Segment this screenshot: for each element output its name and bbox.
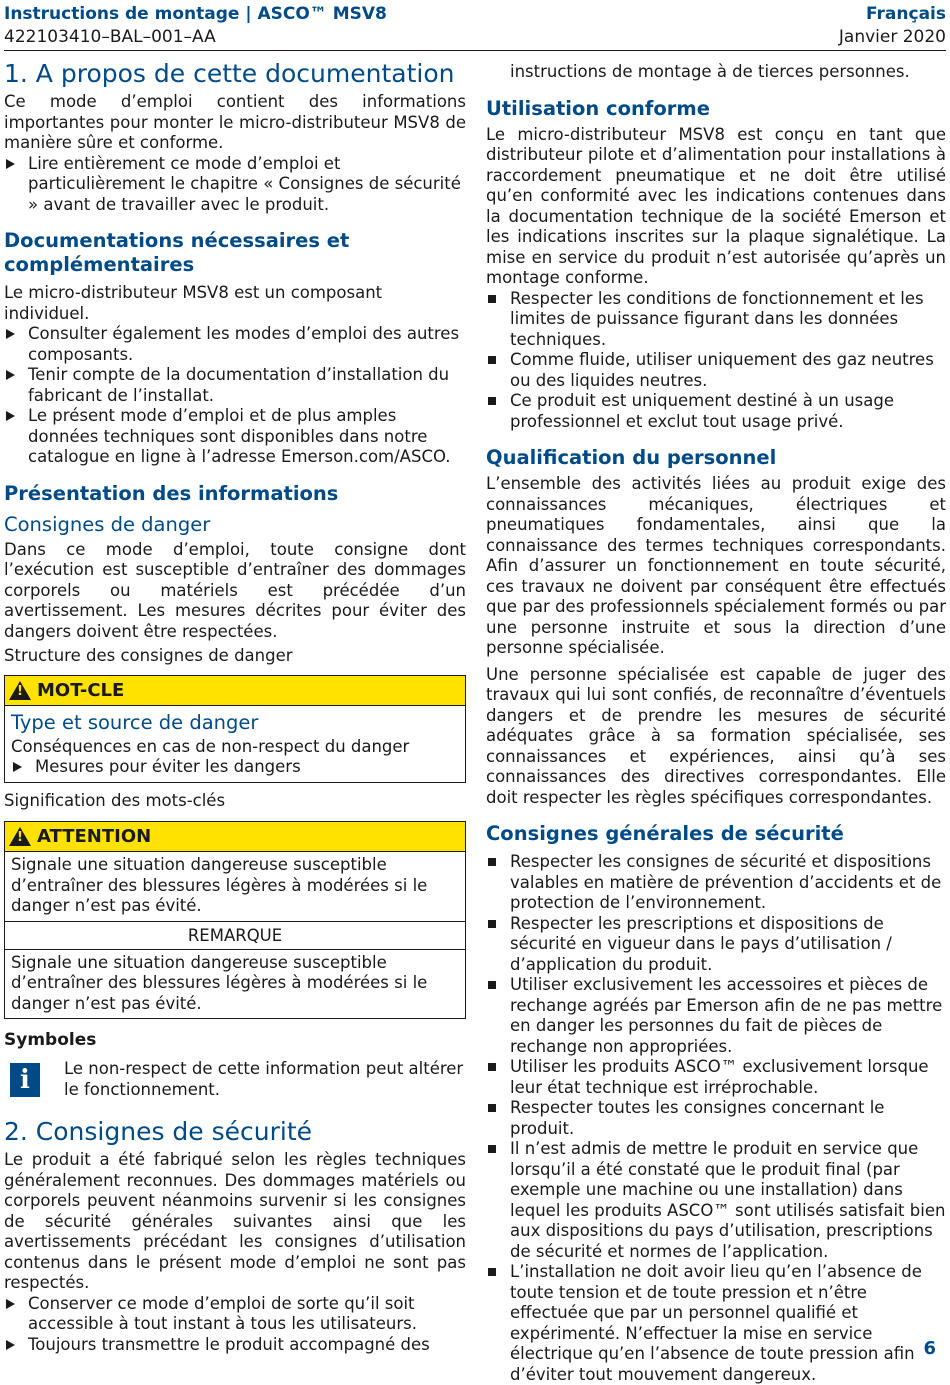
info-symbol-row bbox=[4, 1059, 466, 1100]
general-safety-bullets bbox=[486, 852, 946, 1385]
page-header bbox=[4, 2, 946, 51]
general-safety-title: Consignes générales de sécurité bbox=[486, 822, 844, 845]
keyword-box-body bbox=[5, 706, 465, 782]
right-column bbox=[486, 62, 946, 1385]
info-text: Le non-respect de cette information peut altérer le fonctionnement. bbox=[64, 1059, 464, 1099]
attention-box-header bbox=[5, 822, 465, 852]
danger-type-label: Type et source de danger bbox=[11, 710, 259, 734]
attention-text: Signale une situation dangereuse susceptible d’entraîner des blessures légères à modérées si le danger n’est pas évité. bbox=[11, 855, 428, 915]
list-item: Conserver ce mode d’emploi de sorte qu’il soit accessible à tout instant à tous les utilisateurs. bbox=[4, 1294, 466, 1335]
list-item: Utiliser les produits ASCO™ exclusivement lorsque leur état technique est irréprochable. bbox=[486, 1057, 946, 1098]
warning-triangle-icon bbox=[9, 827, 31, 846]
list-item: Consulter également les modes d’emploi des autres composants. bbox=[4, 324, 466, 365]
list-item: Il n’est admis de mettre le produit en service que lorsqu’il a été constaté que le produit final (par exemple une machine ou une installation) dans lequel les produits ASCO™ sont utilisés satisfait bien aux dispositions du pays d’utilisation, prescriptions de sécurité et normes de l’application. bbox=[486, 1139, 946, 1262]
qualification-text-1: L’ensemble des activités liées au produit exige des connaissances mécaniques, électriques et pneumatiques fondamentales, ainsi que la connaissance des termes techniques correspondants. Afin d’assurer un fonctionnement en toute sécurité, ces travaux ne doivent par conséquent être effectués que par des professionnels spécialement formés ou par une personne instruite et sous la direction d’une personne spécialisée. bbox=[486, 474, 946, 657]
header-title: Instructions de montage | ASCO™ MSV8 bbox=[4, 4, 387, 24]
section-2-bullets bbox=[4, 1294, 466, 1356]
list-item: Comme fluide, utiliser uniquement des gaz neutres ou des liquides neutres. bbox=[486, 350, 946, 391]
doc-section-title: Documentations nécessaires et complémentaires bbox=[4, 229, 350, 276]
list-item: Lire entièrement ce mode d’emploi et particulièrement le chapitre « Consignes de sécurité » avant de travailler avec le produit. bbox=[4, 154, 466, 216]
symbols-title: Symboles bbox=[4, 1030, 97, 1050]
qualification-title: Qualification du personnel bbox=[486, 446, 777, 469]
remarque-text: Signale une situation dangereuse susceptible d’entraîner des blessures légères à modérées si le danger n’est pas évité. bbox=[11, 952, 428, 1013]
list-item: Respecter les consignes de sécurité et dispositions valables en matière de prévention d’accidents et de protection de l’environnement. bbox=[486, 852, 946, 914]
list-item: Ce produit est uniquement destiné à un usage professionnel et exclut tout usage privé. bbox=[486, 391, 946, 432]
doc-section-bullets bbox=[4, 324, 466, 468]
info-icon: i bbox=[10, 1063, 40, 1097]
header-document-code: 422103410–BAL–001–AA bbox=[4, 27, 216, 47]
list-item: Respecter les prescriptions et dispositions de sécurité en vigueur dans le pays d’utilisation / d’application du produit. bbox=[486, 914, 946, 976]
left-column bbox=[4, 58, 466, 1355]
list-item: Toujours transmettre le produit accompagné des bbox=[4, 1335, 466, 1356]
qualification-text-2: Une personne spécialisée est capable de juger des travaux qui lui sont confiés, de reconnaître d’éventuels dangers et de prendre les mesures de sécurité adéquates grâce à sa formation spécialisée, ses connaissances et expériences, ainsi qu’à ses connaissances des directives correspondantes. Elle doit respecter les règles spécifiques correspondantes. bbox=[486, 664, 946, 807]
attention-box-body bbox=[5, 852, 465, 921]
remarque-label: REMARQUE bbox=[5, 921, 465, 950]
header-language: Français bbox=[866, 4, 946, 24]
continued-text: instructions de montage à de tierces personnes. bbox=[510, 62, 910, 81]
measures-list bbox=[11, 757, 459, 778]
usage-text: Le micro-distributeur MSV8 est conçu en tant que distributeur pilote et d’alimentation pour installations à raccordement pneumatique et ne doit être utilisé qu’en conformité avec les indications contenues dans la documentation technique de la société Emerson et les indications inscrites sur la plaque signalétique. La mise en service du produit n’est autorisée qu’après un montage conforme. bbox=[486, 124, 946, 287]
keyword-label: MOT-CLE bbox=[37, 679, 125, 701]
list-item: Mesures pour éviter les dangers bbox=[11, 757, 459, 778]
page-number: 6 bbox=[923, 1338, 936, 1359]
section-2-title: 2. Consignes de sécurité bbox=[4, 1117, 313, 1146]
consequence-text: Conséquences en cas de non-respect du danger bbox=[11, 736, 410, 756]
remarque-box-body bbox=[5, 950, 465, 1019]
list-item: L’installation ne doit avoir lieu qu’en l’absence de toute tension et de toute pression et n’être effectuée que par un personnel qualifié et expérimenté. N’effectuer la mise en service électrique qu’en l’absence de toute pression afin d’éviter tout mouvement dangereux. bbox=[486, 1262, 946, 1385]
section-1-bullets bbox=[4, 154, 466, 216]
list-item: Respecter les conditions de fonctionnement et les limites de puissance figurant dans les données techniques. bbox=[486, 289, 946, 351]
structure-label: Structure des consignes de danger bbox=[4, 646, 293, 665]
attention-box bbox=[4, 821, 466, 1019]
usage-title: Utilisation conforme bbox=[486, 96, 710, 120]
presentation-title: Présentation des informations bbox=[4, 481, 339, 505]
warning-triangle-icon bbox=[9, 681, 31, 700]
keyword-box-header bbox=[5, 676, 465, 706]
danger-notes-text: Dans ce mode d’emploi, toute consigne dont l’exécution est susceptible d’entraîner des dommages corporels ou matériels est précédée d’un avertissement. Les mesures décrites pour éviter des dangers doivent être respectées. bbox=[4, 539, 466, 641]
header-date: Janvier 2020 bbox=[838, 27, 946, 47]
list-item: Le présent mode d’emploi et de plus amples données techniques sont disponibles dans notre catalogue en ligne à l’adresse Emerson.com/ASCO. bbox=[4, 406, 466, 468]
usage-bullets bbox=[486, 289, 946, 433]
section-1-title: 1. A propos de cette documentation bbox=[4, 59, 455, 88]
list-item: Utiliser exclusivement les accessoires et pièces de rechange agréés par Emerson afin de ne pas mettre en danger les personnes du fait de pièces de rechange non appropriées. bbox=[486, 975, 946, 1057]
danger-notes-title: Consignes de danger bbox=[4, 512, 211, 536]
signification-label: Signification des mots-clés bbox=[4, 790, 226, 810]
list-item: Respecter toutes les consignes concernant le produit. bbox=[486, 1098, 946, 1139]
section-2-text: Le produit a été fabriqué selon les règles techniques généralement reconnues. Des dommages matériels ou corporels peuvent néanmoins survenir si les consignes de sécurité générales suivantes ainsi que les avertissements précédant les consignes d’utilisation contenus dans le présent mode d’emploi ne sont pas respectés. bbox=[4, 1150, 466, 1292]
keyword-box bbox=[4, 675, 466, 783]
doc-section-intro: Le micro-distributeur MSV8 est un composant individuel. bbox=[4, 283, 383, 323]
list-item: Tenir compte de la documentation d’installation du fabricant de l’installat. bbox=[4, 365, 466, 406]
attention-label: ATTENTION bbox=[37, 826, 152, 847]
section-1-intro: Ce mode d’emploi contient des informations importantes pour monter le micro-distributeur MSV8 de manière sûre et conforme. bbox=[4, 92, 466, 152]
